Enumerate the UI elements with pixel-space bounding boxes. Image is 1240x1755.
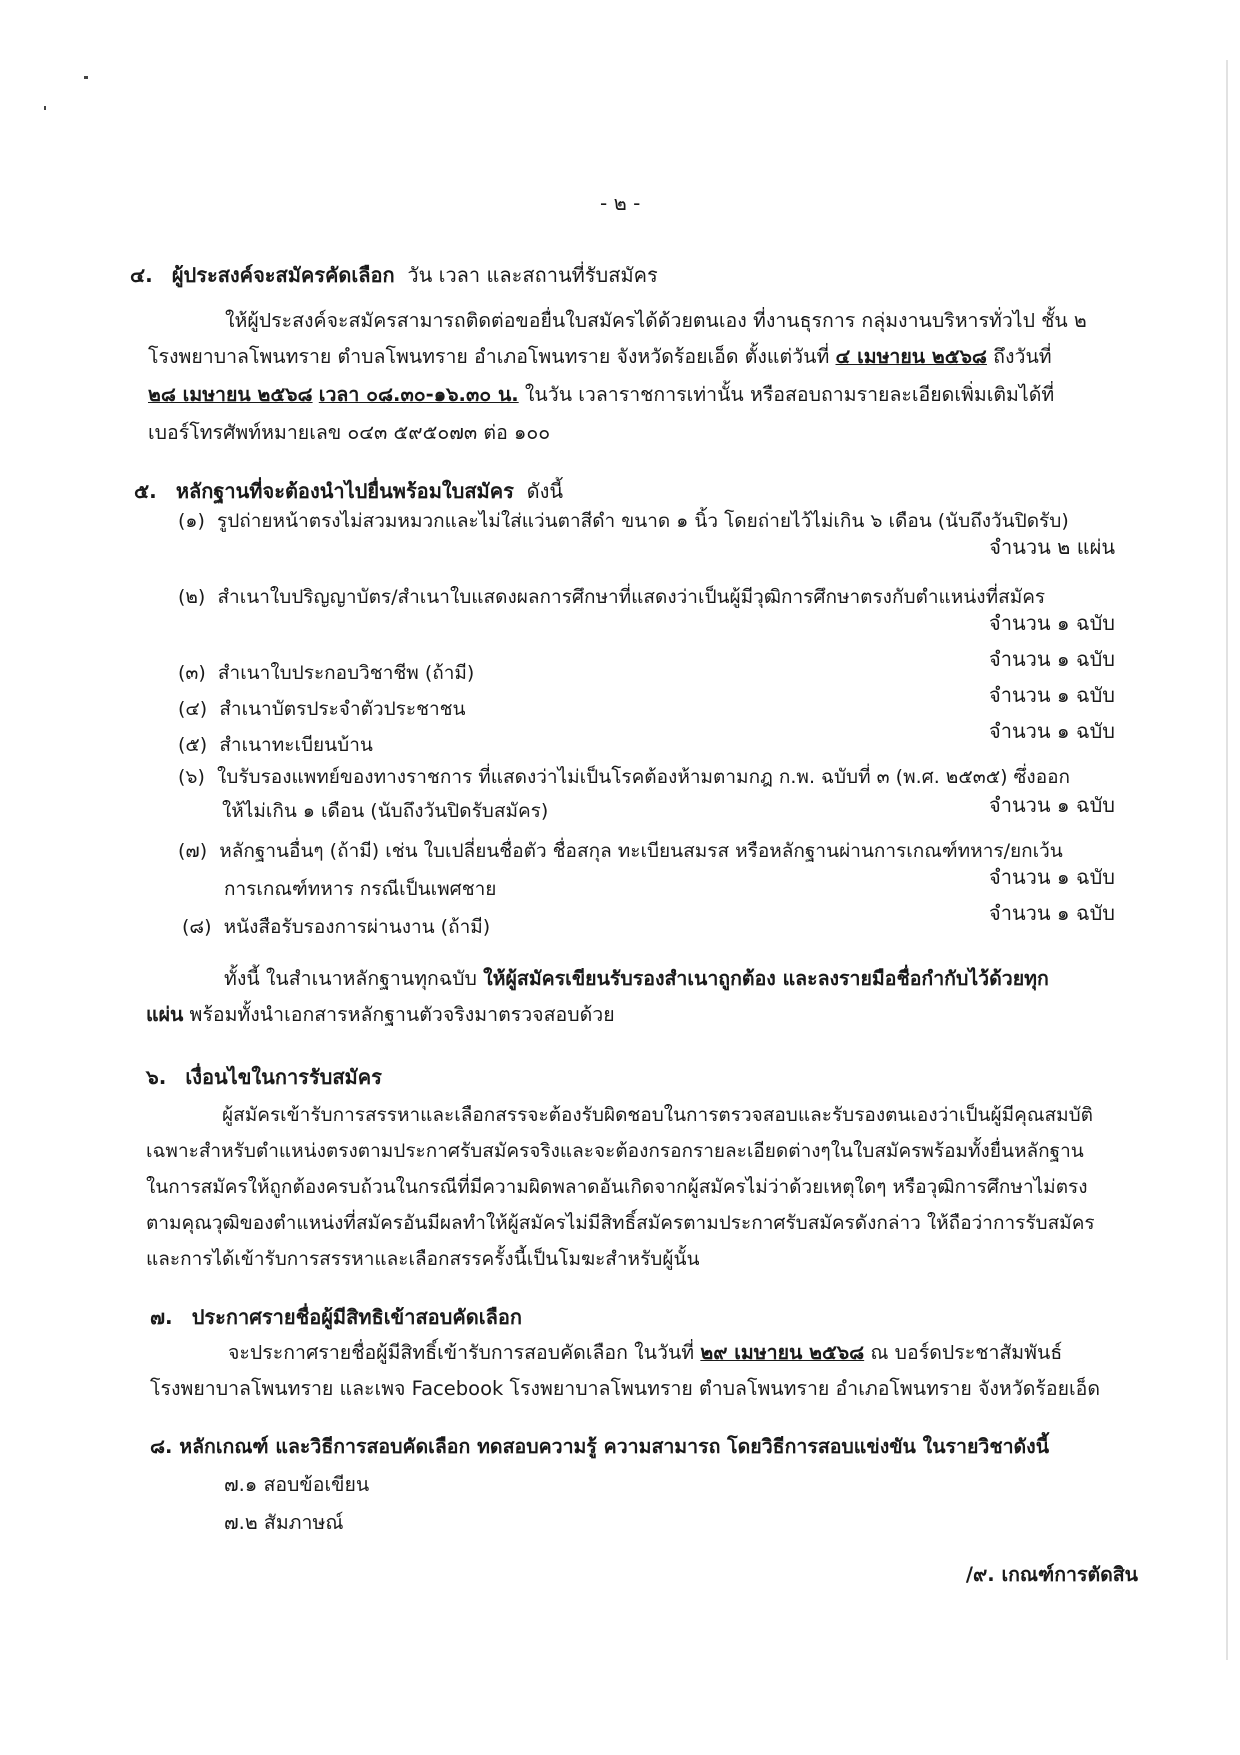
item-number: (๘) — [182, 916, 212, 938]
contact-phone: เบอร์โทรศัพท์หมายเลข ๐๔๓ ๕๙๕๐๗๓ ต่อ ๑๐๐ — [148, 421, 551, 444]
item-2-quantity: จำนวน ๑ ฉบับ — [989, 611, 1115, 635]
item-text: หลักฐานอื่นๆ (ถ้ามี) เช่น ใบเปลี่ยนชื่อตัว ชื่อสกุล ทะเบียนสมรส หรือหลักฐานผ่านการเกณฑ์ทหาร/ยกเว้น — [219, 840, 1063, 862]
section-5-note-line-2 — [146, 1002, 615, 1028]
item-number: (๔) — [178, 698, 208, 720]
section-5-number: ๕. — [134, 479, 157, 503]
document-item-5 — [178, 732, 373, 758]
section-5-note-line-1 — [224, 966, 1049, 992]
section-4-title: ผู้ประสงค์จะสมัครคัดเลือก — [171, 263, 395, 287]
application-hours: เวลา ๐๘.๓๐-๑๖.๓๐ น. — [318, 383, 519, 406]
document-item-8 — [182, 914, 490, 940]
item-number: (๒) — [178, 586, 206, 608]
document-item-6 — [178, 764, 1070, 790]
item-6-continuation: ให้ไม่เกิน ๑ เดือน (นับถึงวันปิดรับสมัคร) — [222, 800, 549, 822]
item-text: สำเนาใบปริญญาบัตร/สำเนาใบแสดงผลการศึกษาที่แสดงว่าเป็นผู้มีวุฒิการศึกษาตรงกับตำแหน่งที่สมัคร — [217, 586, 1046, 608]
section-7-heading — [150, 1304, 522, 1330]
section-4-line-3 — [148, 382, 1054, 408]
item-1-quantity: จำนวน ๒ แผ่น — [989, 535, 1115, 559]
item-text: สำเนาบัตรประจำตัวประชาชน — [219, 698, 466, 720]
document-item-1 — [178, 508, 1069, 534]
note-text-end: พร้อมทั้งนำเอกสารหลักฐานตัวจริงมาตรวจสอบด้วย — [189, 1003, 615, 1026]
document-item-2 — [178, 584, 1045, 610]
section-7-line-1-text: จะประกาศรายชื่อผู้มีสิทธิ์เข้ารับการสอบคัดเลือก ในวันที่ — [228, 1341, 695, 1364]
exam-item-interview: ๗.๒ สัมภาษณ์ — [224, 1511, 344, 1534]
section-6-line-1: ผู้สมัครเข้ารับการสรรหาและเลือกสรรจะต้องรับผิดชอบในการตรวจสอบและรับรองตนเองว่าเป็นผู้มีคุณสมบัติ — [222, 1104, 1094, 1126]
exam-item-written: ๗.๑ สอบข้อเขียน — [224, 1473, 370, 1496]
scan-speck — [84, 76, 88, 79]
item-text: รูปถ่ายหน้าตรงไม่สวมหมวกและไม่ใส่แว่นตาสีดำ ขนาด ๑ นิ้ว โดยถ่ายไว้ไม่เกิน ๖ เดือน (นับถึงวันปิดรับ) — [216, 510, 1069, 532]
section-5-title: หลักฐานที่จะต้องนำไปยื่นพร้อมใบสมัคร — [175, 479, 514, 503]
note-emphasis-end: แผ่น — [146, 1003, 184, 1026]
section-7-title: ประกาศรายชื่อผู้มีสิทธิเข้าสอบคัดเลือก — [191, 1305, 522, 1329]
scan-speck — [44, 106, 46, 110]
application-end-date: ๒๘ เมษายน ๒๕๖๘ — [148, 383, 313, 406]
section-5-title-rest: ดังนี้ — [526, 479, 564, 503]
item-number: (๗) — [178, 840, 208, 862]
section-4-line-2-text: โรงพยาบาลโพนทราย ตำบลโพนทราย อำเภอโพนทราย จังหวัดร้อยเอ็ด ตั้งแต่วันที่ — [148, 345, 830, 368]
section-6-title: เงื่อนไขในการรับสมัคร — [185, 1065, 382, 1089]
section-4-line-3-text: ในวัน เวลาราชการเท่านั้น หรือสอบถามรายละเอียดเพิ่มเติมได้ที่ — [524, 383, 1055, 406]
item-number: (๕) — [178, 734, 208, 756]
item-number: (๖) — [178, 766, 205, 788]
continued-on-next-page: /๙. เกณฑ์การตัดสิน — [965, 1563, 1138, 1586]
document-item-4 — [178, 696, 466, 722]
item-6-quantity: จำนวน ๑ ฉบับ — [989, 793, 1115, 817]
section-4-line-2 — [148, 344, 1052, 370]
item-7-continuation: การเกณฑ์ทหาร กรณีเป็นเพศชาย — [224, 878, 497, 900]
section-6-line-5: และการได้เข้ารับการสรรหาและเลือกสรรครั้งนี้เป็นโมฆะสำหรับผู้นั้น — [146, 1248, 700, 1270]
item-3-quantity: จำนวน ๑ ฉบับ — [989, 647, 1115, 671]
page-number: - ๒ - — [600, 191, 641, 215]
note-text: ทั้งนี้ ในสำเนาหลักฐานทุกฉบับ — [224, 967, 477, 990]
item-5-quantity: จำนวน ๑ ฉบับ — [989, 719, 1115, 743]
section-7-line-1 — [228, 1340, 1062, 1366]
section-5-heading — [134, 478, 563, 504]
section-4-number: ๔. — [130, 263, 153, 287]
section-6-heading — [146, 1064, 382, 1090]
section-6-line-3: ในการสมัครให้ถูกต้องครบถ้วนในกรณีที่มีความผิดพลาดอันเกิดจากผู้สมัครไม่ว่าด้วยเหตุใดๆ หรือวุฒิการศึกษาไม่ตรง — [146, 1176, 1088, 1198]
item-8-quantity: จำนวน ๑ ฉบับ — [989, 901, 1115, 925]
item-text: สำเนาใบประกอบวิชาชีพ (ถ้ามี) — [217, 662, 475, 684]
scan-edge — [1226, 60, 1228, 1660]
application-start-date: ๔ เมษายน ๒๕๖๘ — [835, 345, 987, 368]
section-8-heading: ๘. หลักเกณฑ์ และวิธีการสอบคัดเลือก ทดสอบความรู้ ความสามารถ โดยวิธีการสอบแข่งขัน ในรายวิชาดังนี้ — [150, 1435, 1050, 1458]
section-6-line-4: ตามคุณวุฒิของตำแหน่งที่สมัครอันมีผลทำให้ผู้สมัครไม่มีสิทธิ์สมัครตามประกาศรับสมัครดังกล่าว ให้ถือว่าการรับสมัคร — [146, 1212, 1095, 1234]
section-4-line-2-end: ถึงวันที่ — [993, 345, 1052, 368]
note-emphasis: ให้ผู้สมัครเขียนรับรองสำเนาถูกต้อง และลงรายมือชื่อกำกับไว้ด้วยทุก — [483, 967, 1049, 990]
section-4-line-1: ให้ผู้ประสงค์จะสมัครสามารถติดต่อขอยื่นใบสมัครได้ด้วยตนเอง ที่งานธุรการ กลุ่มงานบริหารทั่วไป ชั้น ๒ — [225, 309, 1087, 332]
section-6-number: ๖. — [146, 1065, 167, 1089]
announcement-date: ๒๙ เมษายน ๒๕๖๘ — [700, 1341, 865, 1364]
item-7-quantity: จำนวน ๑ ฉบับ — [989, 865, 1115, 889]
section-4-heading — [130, 262, 658, 288]
section-4-title-rest: วัน เวลา และสถานที่รับสมัคร — [407, 263, 658, 287]
section-7-line-1-end: ณ บอร์ดประชาสัมพันธ์ — [870, 1341, 1063, 1364]
section-7-line-2: โรงพยาบาลโพนทราย และเพจ Facebook โรงพยาบาลโพนทราย ตำบลโพนทราย อำเภอโพนทราย จังหวัดร้อยเอ็ด — [150, 1377, 1101, 1400]
item-text: สำเนาทะเบียนบ้าน — [219, 734, 373, 756]
item-number: (๑) — [178, 510, 205, 532]
section-6-line-2: เฉพาะสำหรับตำแหน่งตรงตามประกาศรับสมัครจริงและจะต้องกรอกรายละเอียดต่างๆในใบสมัครพร้อมทั้งยื่นหลักฐาน — [146, 1140, 1084, 1162]
item-4-quantity: จำนวน ๑ ฉบับ — [989, 683, 1115, 707]
item-number: (๓) — [178, 662, 206, 684]
item-text: หนังสือรับรองการผ่านงาน (ถ้ามี) — [223, 916, 491, 938]
item-text: ใบรับรองแพทย์ของทางราชการ ที่แสดงว่าไม่เป็นโรคต้องห้ามตามกฎ ก.พ. ฉบับที่ ๓ (พ.ศ. ๒๕๓๕) ซึ่งออก — [216, 766, 1071, 788]
document-item-3 — [178, 660, 474, 686]
document-item-7 — [178, 838, 1063, 864]
section-7-number: ๗. — [150, 1305, 173, 1329]
